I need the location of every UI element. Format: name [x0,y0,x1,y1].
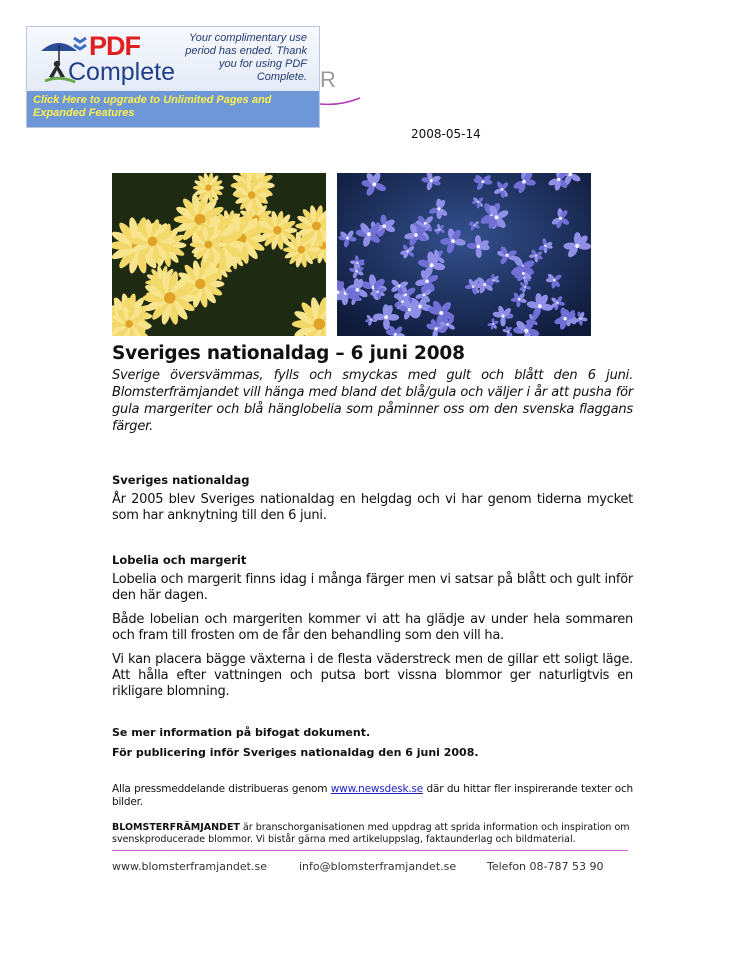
footer-divider [112,850,628,851]
daisy-photo [112,173,326,336]
logo-fragment: R [320,67,336,92]
trial-message: Your complimentary use period has ended. Thank you for using PDF Complete. [185,32,307,83]
banner-top [27,27,319,91]
section-paragraph: Vi kan placera bägge växterna i de flesta väderstreck men de gillar ett soligt läge. Att hålla efter vattningen och putsa bort vissna blommor ger naturligtvis en rikligare blomning. [112,652,633,699]
section-paragraph: År 2005 blev Sveriges nationaldag en helgdag och vi har genom tiderna mycket som har anknytning till den 6 juni. [112,492,633,523]
press-release [112,343,633,873]
distribution-text-before: Alla pressmeddelande distribueras genom [112,783,331,795]
article-intro: Sverige översvämmas, fylls och smyckas med gult och blått den 6 juni. Blomsterfrämjandet vill hänga med bland det blå/gula och väljer i år att pusha för gula margeriter och blå hänglobelia som påminner oss om den svenska flaggans färger. [112,368,633,434]
section-heading-lobelia: Lobelia och margerit [112,553,247,567]
pdf-logo-icon [72,35,88,53]
organization-description [112,822,633,846]
footer-contacts [112,860,633,873]
organization-name: BLOMSTERFRÄMJANDET [112,822,240,833]
attachment-note: Se mer information på bifogat dokument. [112,726,371,739]
section-paragraph: Både lobelian och margeriten kommer vi att ha glädje av under hela sommaren och fram till frosten om de får den behandling som den vill ha. [112,612,633,643]
logo-swoosh-icon [320,96,362,108]
article-title: Sveriges nationaldag – 6 juni 2008 [112,343,465,364]
footer-website[interactable]: www.blomsterframjandet.se [112,860,267,873]
lobelia-photo [337,173,591,336]
distribution-text-after: där du hittar fler inspirerande texter och bilder. [112,783,633,808]
banner-upgrade-strip[interactable] [27,91,319,127]
footer-email[interactable]: info@blomsterframjandet.se [299,860,457,873]
pdf-complete-banner[interactable] [26,26,320,128]
complete-label: Complete [68,58,175,86]
publication-note: För publicering inför Sveriges nationaldag den 6 juni 2008. [112,746,479,759]
release-date: 2008-05-14 [411,127,481,141]
organization-text: är branschorganisationen med uppdrag att sprida information och inspiration om svenskproducerade blommor. Vi bistår gärna med artikeluppslag, faktaunderlag och bildmaterial. [112,822,630,845]
pdf-label: PDF [89,31,140,61]
newsdesk-link[interactable]: www.newsdesk.se [330,783,424,795]
distribution-text [112,783,633,809]
section-heading-nationaldag: Sveriges nationaldag [112,473,250,487]
footer-phone: Telefon 08-787 53 90 [487,860,604,873]
section-paragraph: Lobelia och margerit finns idag i många färger men vi satsar på blått och gult inför den här dagen. [112,572,633,603]
upgrade-link[interactable]: Click Here to upgrade to Unlimited Pages and Expanded Features [33,94,272,119]
